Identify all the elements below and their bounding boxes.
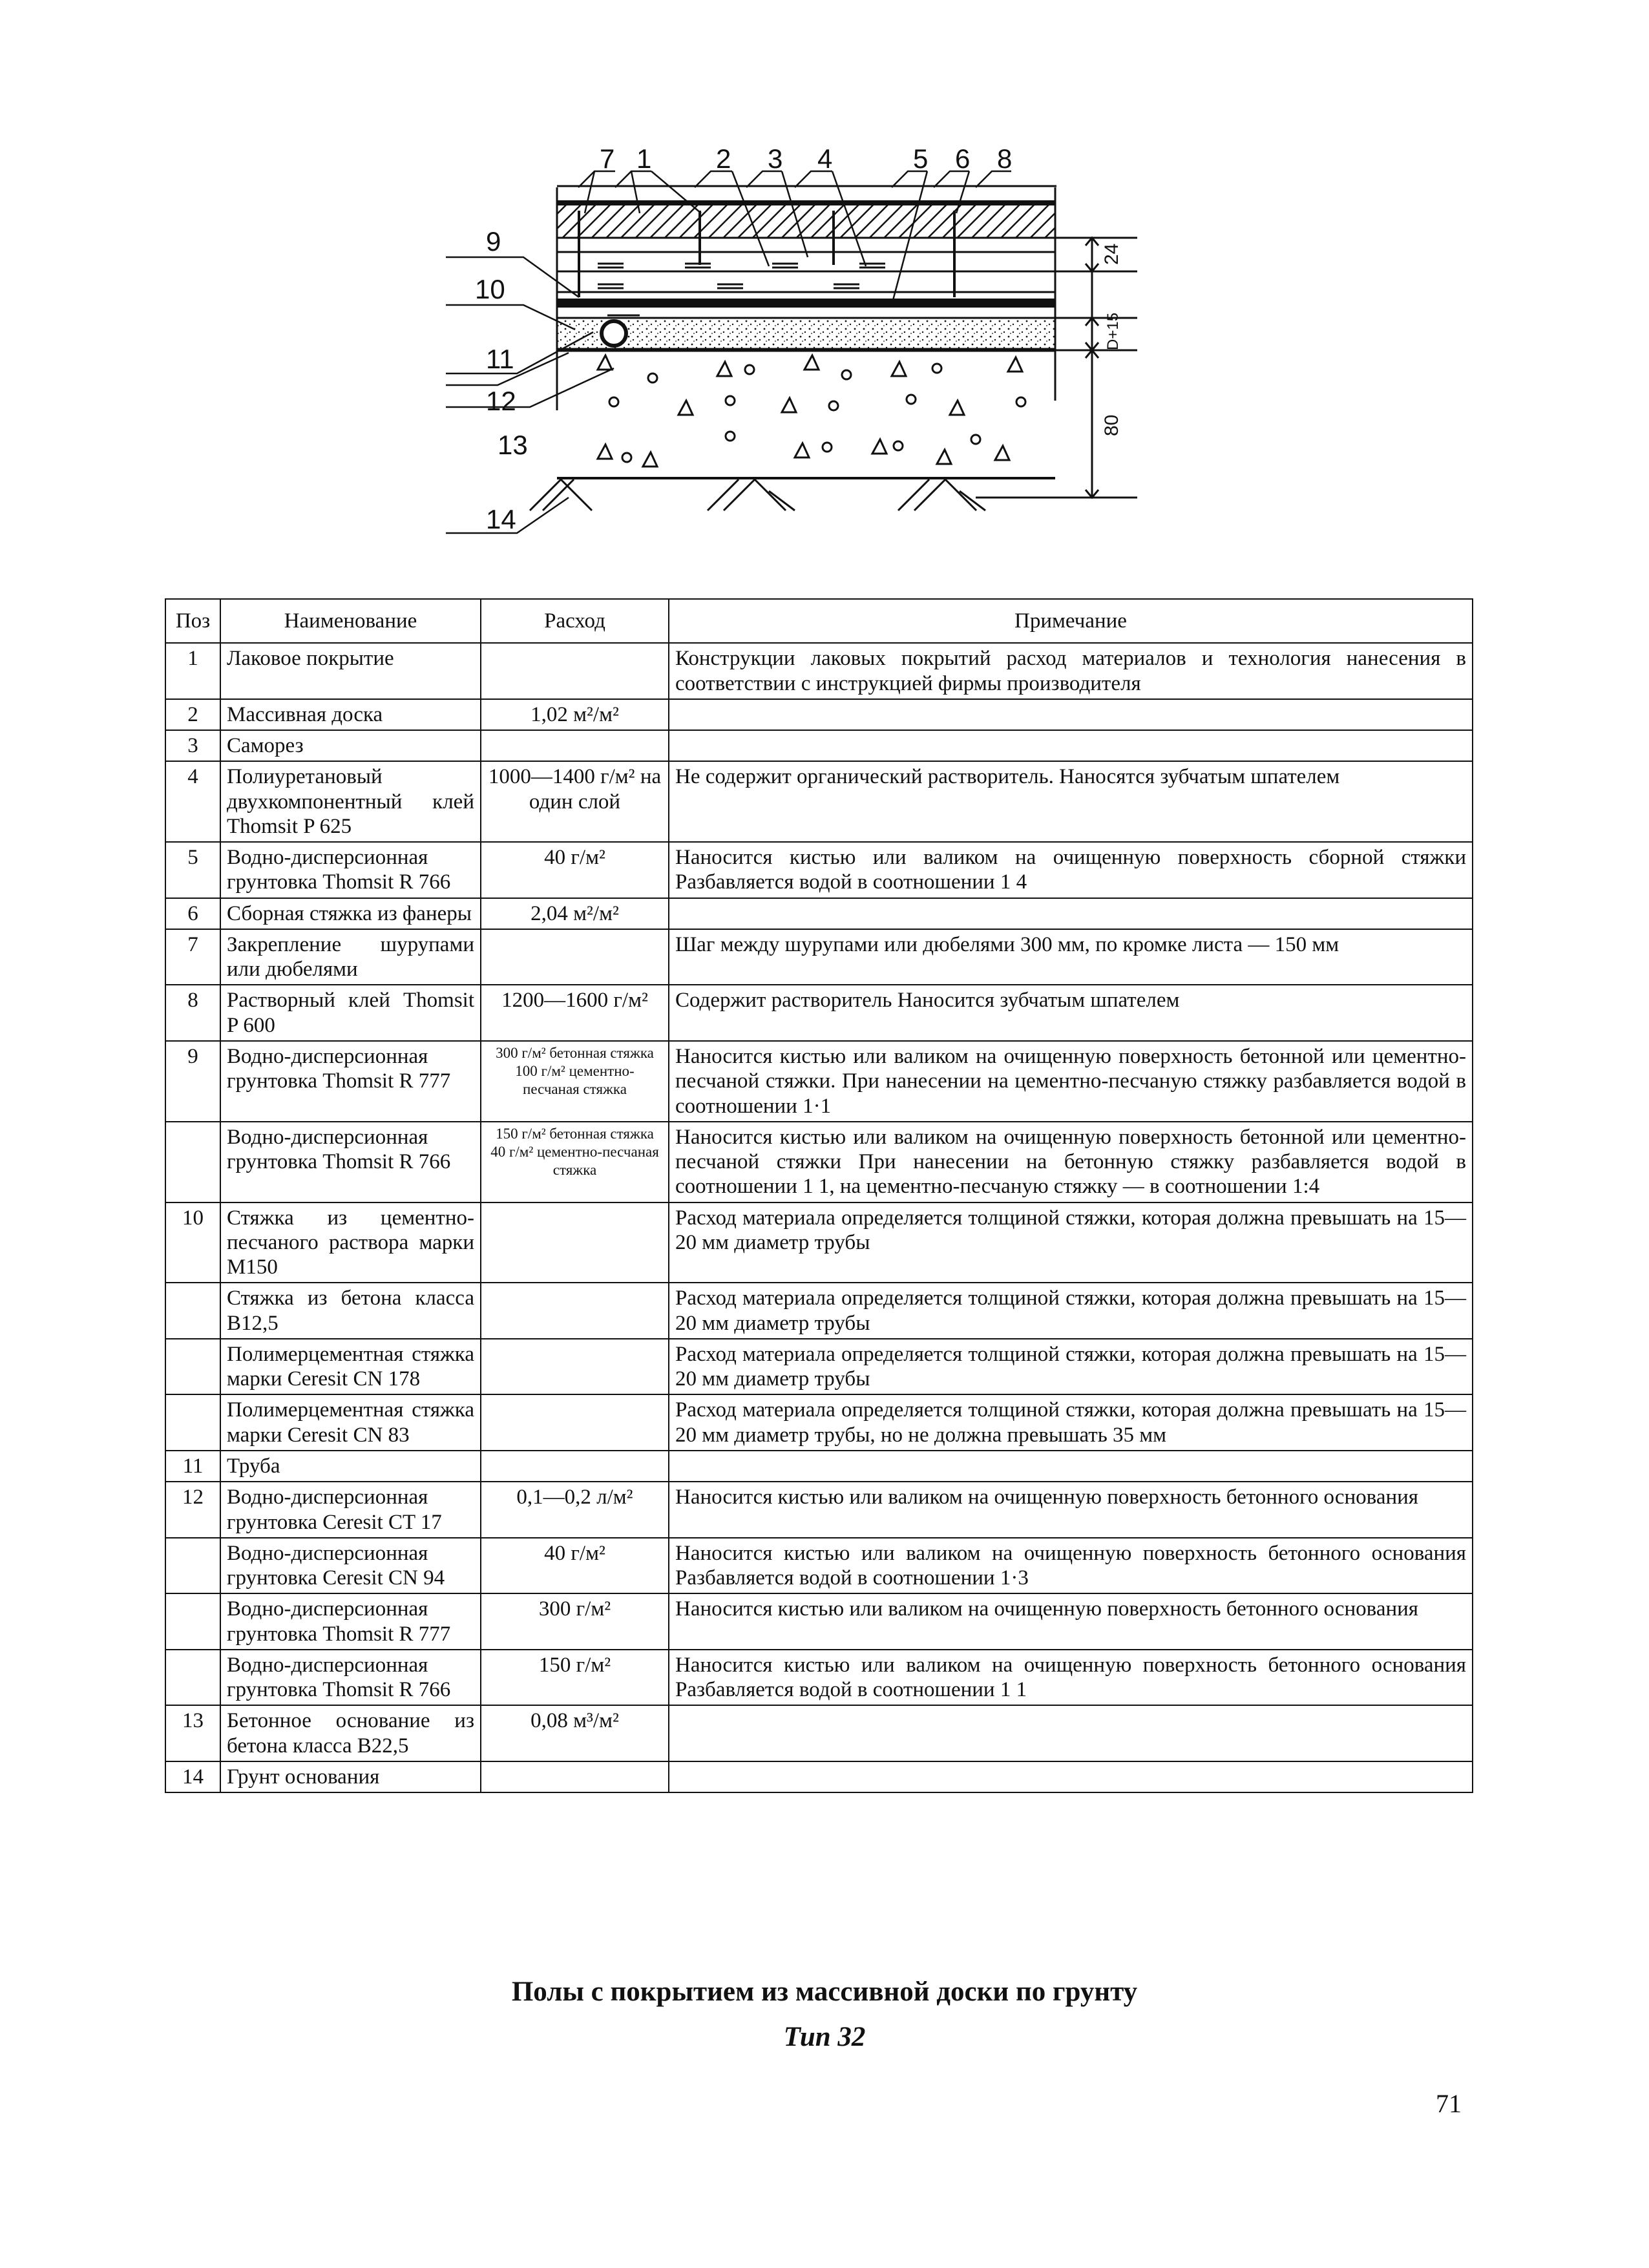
table-row [165, 730, 1473, 761]
cell-pos: 3 [165, 730, 220, 761]
cell-name: Массивная доска [220, 699, 481, 730]
table-row [165, 1482, 1473, 1538]
table-row [165, 1593, 1473, 1650]
table-row [165, 1705, 1473, 1761]
cell-consumption: 0,08 м³/м² [481, 1705, 669, 1761]
cell-name: Водно-дисперсионная грунтовка Thomsit R 777 [220, 1593, 481, 1650]
cell-consumption [481, 1283, 669, 1339]
header-pos: Поз [165, 599, 220, 643]
cell-pos: 7 [165, 929, 220, 985]
cell-pos [165, 1394, 220, 1451]
header-consumption: Расход [481, 599, 669, 643]
table-row [165, 1761, 1473, 1792]
dimension-80: 80 [1101, 414, 1122, 436]
cell-consumption [481, 1761, 669, 1792]
page-subcaption: Тип 32 [783, 2022, 866, 2052]
table-row [165, 1394, 1473, 1451]
cell-note: Содержит растворитель Наносится зубчатым шпателем [669, 985, 1473, 1041]
page-caption: Полы с покрытием из массивной доски по грунту [511, 1977, 1138, 2007]
cell-consumption: 300 г/м² бетонная стяжка 100 г/м² цементно-песчаная стяжка [481, 1041, 669, 1122]
cell-pos: 1 [165, 643, 220, 699]
cell-name: Водно-дисперсионная грунтовка Thomsit R 777 [220, 1041, 481, 1122]
cell-name: Сборная стяжка из фанеры [220, 898, 481, 929]
cell-consumption: 150 г/м² [481, 1650, 669, 1706]
table-row [165, 898, 1473, 929]
materials-table [165, 598, 1473, 1793]
floor-section-diagram [446, 149, 1137, 562]
table-row [165, 842, 1473, 898]
lacquer-layer [557, 200, 1055, 205]
callout-5: 5 [913, 149, 929, 174]
cell-consumption: 1200—1600 г/м² [481, 985, 669, 1041]
table-row [165, 1538, 1473, 1594]
table-header-row [165, 599, 1473, 643]
cell-pos: 4 [165, 761, 220, 842]
cell-name: Полимерцементная стяжка марки Ceresit CN 83 [220, 1394, 481, 1451]
cell-name: Водно-дисперсионная грунтовка Ceresit CT 17 [220, 1482, 481, 1538]
cell-note [669, 699, 1473, 730]
ground-hatch [530, 479, 985, 510]
table-row [165, 643, 1473, 699]
cell-name: Бетонное основание из бетона класса В22,5 [220, 1705, 481, 1761]
cell-pos: 14 [165, 1761, 220, 1792]
cell-note: Наносится кистью или валиком на очищенную поверхность бетонного основания Разбавляется водой в соотношении 1·3 [669, 1538, 1473, 1594]
table-row [165, 1339, 1473, 1395]
cell-consumption: 1000—1400 г/м² на один слой [481, 761, 669, 842]
cell-pos: 8 [165, 985, 220, 1041]
callout-11: 11 [486, 344, 514, 374]
table-row [165, 929, 1473, 985]
callout-9: 9 [486, 226, 501, 257]
cell-pos: 13 [165, 1705, 220, 1761]
callout-6: 6 [955, 149, 971, 174]
cell-note: Наносится кистью или валиком на очищенную поверхность бетонной или цементно-песчаной стяжки При нанесении на бетонную стяжку разбавляется водой в соотношении 1 1, на цементно-песчаную стяжку — в соотношении 1:4 [669, 1122, 1473, 1202]
callout-3: 3 [768, 149, 783, 174]
cell-note [669, 1761, 1473, 1792]
cell-note [669, 1705, 1473, 1761]
cell-name: Водно-дисперсионная грунтовка Thomsit R 766 [220, 842, 481, 898]
callout-7: 7 [600, 149, 615, 174]
cell-note: Расход материала определяется толщиной стяжки, которая должна превышать на 15—20 мм диаметр трубы [669, 1283, 1473, 1339]
cell-pos: 10 [165, 1202, 220, 1283]
cell-name: Труба [220, 1451, 481, 1482]
screed-layer [557, 318, 1055, 349]
cell-consumption: 300 г/м² [481, 1593, 669, 1650]
cell-note: Расход материала определяется толщиной стяжки, которая должна превышать на 15—20 мм диаметр трубы [669, 1339, 1473, 1395]
cell-consumption [481, 929, 669, 985]
cell-pos: 2 [165, 699, 220, 730]
callout-1: 1 [636, 149, 652, 174]
cell-note: Конструкции лаковых покрытий расход материалов и технология нанесения в соответствии с инструкцией фирмы производителя [669, 643, 1473, 699]
cell-pos [165, 1122, 220, 1202]
callout-13: 13 [498, 430, 528, 460]
cell-consumption [481, 1451, 669, 1482]
cell-note: Наносится кистью или валиком на очищенную поверхность бетонного основания Разбавляется водой в соотношении 1 1 [669, 1650, 1473, 1706]
cell-note: Наносится кистью или валиком на очищенную поверхность бетонного основания [669, 1482, 1473, 1538]
cell-pos [165, 1339, 220, 1395]
cell-name: Растворный клей Thomsit P 600 [220, 985, 481, 1041]
table-row [165, 1041, 1473, 1122]
cell-consumption [481, 1339, 669, 1395]
table-row [165, 1451, 1473, 1482]
cell-consumption: 150 г/м² бетонная стяжка 40 г/м² цементно-песчаная стяжка [481, 1122, 669, 1202]
callout-8: 8 [997, 149, 1013, 174]
cell-name: Водно-дисперсионная грунтовка Thomsit R 766 [220, 1650, 481, 1706]
cell-name: Полиуретановый двухкомпонентный клей Thomsit P 625 [220, 761, 481, 842]
cell-note: Наносится кистью или валиком на очищенную поверхность бетонного основания [669, 1593, 1473, 1650]
cell-note [669, 898, 1473, 929]
table-row [165, 761, 1473, 842]
cell-consumption: 40 г/м² [481, 1538, 669, 1594]
table-row [165, 1122, 1473, 1202]
cell-consumption: 0,1—0,2 л/м² [481, 1482, 669, 1538]
cell-consumption: 2,04 м²/м² [481, 898, 669, 929]
cell-pos [165, 1283, 220, 1339]
cell-pos [165, 1538, 220, 1594]
cell-note [669, 1451, 1473, 1482]
cell-consumption [481, 643, 669, 699]
cell-name: Закрепление шурупами или дюбелями [220, 929, 481, 985]
cell-note: Расход материала определяется толщиной стяжки, которая должна превышать на 15—20 мм диаметр трубы [669, 1202, 1473, 1283]
dimension-d15: D+15 [1104, 312, 1122, 350]
cell-name: Водно-дисперсионная грунтовка Thomsit R 766 [220, 1122, 481, 1202]
cell-consumption: 1,02 м²/м² [481, 699, 669, 730]
table-row [165, 1650, 1473, 1706]
callout-10: 10 [475, 274, 505, 304]
cell-pos: 12 [165, 1482, 220, 1538]
cell-name: Стяжка из бетона класса В12,5 [220, 1283, 481, 1339]
cell-note: Расход материала определяется толщиной стяжки, которая должна превышать на 15—20 мм диаметр трубы, но не должна превышать 35 мм [669, 1394, 1473, 1451]
pipe-icon [602, 321, 626, 346]
cell-note: Наносится кистью или валиком на очищенную поверхность сборной стяжки Разбавляется водой в соотношении 1 4 [669, 842, 1473, 898]
cell-consumption [481, 1394, 669, 1451]
cell-pos: 9 [165, 1041, 220, 1122]
table-row [165, 699, 1473, 730]
cell-pos: 6 [165, 898, 220, 929]
cell-name: Грунт основания [220, 1761, 481, 1792]
cell-name: Водно-дисперсионная грунтовка Ceresit CN 94 [220, 1538, 481, 1594]
callout-4: 4 [817, 149, 833, 174]
cell-name: Саморез [220, 730, 481, 761]
cell-consumption [481, 730, 669, 761]
page-number: 71 [1436, 2089, 1462, 2118]
table-row [165, 1202, 1473, 1283]
cell-pos [165, 1650, 220, 1706]
solid-board-layer [557, 205, 1055, 238]
cell-name: Лаковое покрытие [220, 643, 481, 699]
cell-pos [165, 1593, 220, 1650]
concrete-base-layer [598, 355, 1025, 467]
cell-name: Стяжка из цементно-песчаного раствора марки М150 [220, 1202, 481, 1283]
cell-note: Наносится кистью или валиком на очищенную поверхность бетонной или цементно-песчаной стяжки. При нанесении на цементно-песчаную стяжку разбавляется водой в соотношении 1·1 [669, 1041, 1473, 1122]
callout-12: 12 [486, 386, 516, 416]
cell-consumption [481, 1202, 669, 1283]
cell-name: Полимерцементная стяжка марки Ceresit CN 178 [220, 1339, 481, 1395]
callout-2: 2 [716, 149, 731, 174]
callout-14: 14 [486, 504, 516, 534]
cell-note: Шаг между шурупами или дюбелями 300 мм, по кромке листа — 150 мм [669, 929, 1473, 985]
cell-note [669, 730, 1473, 761]
table-row [165, 1283, 1473, 1339]
cell-pos: 11 [165, 1451, 220, 1482]
header-name: Наименование [220, 599, 481, 643]
cell-pos: 5 [165, 842, 220, 898]
cell-note: Не содержит органический растворитель. Наносятся зубчатым шпателем [669, 761, 1473, 842]
cell-consumption: 40 г/м² [481, 842, 669, 898]
dimension-24: 24 [1101, 243, 1122, 265]
header-note: Примечание [669, 599, 1473, 643]
table-row [165, 985, 1473, 1041]
